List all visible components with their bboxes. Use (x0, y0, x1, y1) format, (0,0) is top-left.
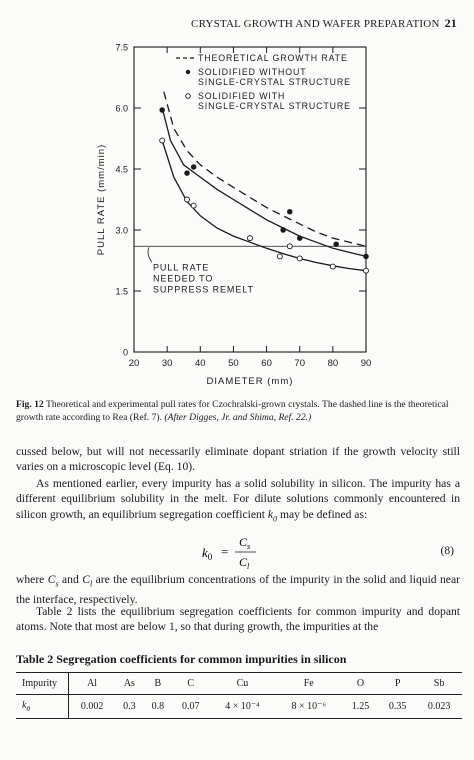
paragraph-table-intro: Table 2 lists the equilibrium segregation coefficients for common impurity and dopant atoms. Note that most are below 1, so that during growth, the impurities at the (16, 605, 460, 634)
open-data-point (330, 264, 335, 269)
y-tick-label: 6.0 (115, 103, 128, 114)
running-title: CRYSTAL GROWTH AND WAFER PREPARATION (191, 18, 440, 30)
paragraph-solubility: As mentioned earlier, every impurity has a solid solubility in silicon. The impurity has a different equilibrium solubility in the melt. For dilute solutions commonly encountered in silicon growth, an equilibrium segregation coefficient $k_0$ may be defined as: (16, 477, 460, 524)
table-cell: 0.023 (416, 695, 462, 719)
remelt-annotation-line: SUPPRESS REMELT (153, 284, 254, 295)
y-tick-label: 1.5 (115, 286, 128, 297)
without-crystal-curve (162, 108, 366, 256)
math-symbol: $k_0$ (267, 507, 278, 524)
x-tick-label: 70 (294, 358, 306, 369)
table-cell: 0.07 (172, 695, 209, 719)
y-axis-label: PULL RATE (mm/min) (96, 143, 107, 256)
eq-equals: = (221, 544, 229, 559)
legend-label: THEORETICAL GROWTH RATE (198, 53, 348, 63)
open-data-point (185, 197, 190, 202)
paragraph-definition: where $C_s$ and $C_l$ are the equilibrium concentrations of the impurity in the solid and liquid near the interface, respectively. (16, 573, 460, 606)
table-cell: 4 × 10⁻⁴ (209, 695, 275, 719)
remelt-annotation-line: PULL RATE (153, 262, 210, 273)
math-symbol: $C_s$ (47, 573, 59, 589)
open-data-point (248, 236, 253, 241)
x-tick-label: 90 (360, 358, 372, 369)
equation-graphic (0, 532, 474, 572)
table-cell: 0.35 (379, 695, 416, 719)
y-tick-label: 0 (122, 347, 128, 358)
x-tick-label: 80 (327, 358, 339, 369)
eq-k0: $k_0$ (202, 545, 213, 562)
eq-cs: $C_s$ (239, 535, 251, 551)
y-tick-label: 3.0 (115, 225, 128, 236)
open-data-point (191, 203, 196, 208)
table-cell: 1.25 (342, 695, 379, 719)
filled-data-point (160, 108, 165, 113)
filled-data-point (334, 242, 339, 247)
table-cell: 0.002 (69, 695, 116, 719)
filled-data-point (287, 209, 292, 214)
annotation-leader (148, 247, 152, 262)
open-data-point (364, 268, 369, 273)
table-header-cell: C (172, 673, 209, 695)
open-data-point (287, 244, 292, 249)
open-data-point (277, 254, 282, 259)
legend-label: SINGLE-CRYSTAL STRUCTURE (198, 77, 351, 87)
table-row (16, 695, 462, 719)
caption-text: Theoretical and experimental pull rates for Czochralski-grown crystals. The dashed line is the theoretical growth rate according to Rea (Ref. 7). (16, 399, 449, 423)
x-tick-label: 20 (128, 358, 140, 369)
caption-reference: (After Digges, Jr. and Shima, Ref. 22.) (164, 412, 312, 423)
filled-data-point (185, 171, 190, 176)
remelt-annotation-line: NEEDED TO (153, 273, 214, 284)
table-cell: 0.8 (144, 695, 173, 719)
math-symbol: $C_l$ (82, 573, 93, 589)
caption-label: Fig. 12 (16, 399, 44, 410)
table-header-cell: As (115, 673, 144, 695)
legend-label: SOLIDIFIED WITHOUT (198, 67, 307, 77)
x-tick-label: 30 (161, 358, 173, 369)
equation-8 (0, 532, 474, 572)
table-header-cell: Cu (209, 673, 275, 695)
table-header-cell: Al (69, 673, 116, 695)
equation-number: (8) (440, 544, 454, 557)
table-row-label: $k_0$ (16, 695, 69, 719)
filled-data-point (281, 228, 286, 233)
legend-filled-dot (186, 70, 190, 74)
x-axis-label: DIAMETER (mm) (206, 376, 294, 387)
open-data-point (297, 256, 302, 261)
table-header-cell: Sb (416, 673, 462, 695)
x-tick-label: 40 (194, 358, 206, 369)
filled-data-point (191, 165, 196, 170)
y-tick-label: 4.5 (115, 164, 128, 175)
x-tick-label: 60 (261, 358, 272, 369)
table-header-cell: Fe (276, 673, 342, 695)
page-number: 21 (444, 16, 457, 30)
table-header-cell: P (379, 673, 416, 695)
table-cell: 8 × 10⁻⁶ (276, 695, 342, 719)
table-header-impurity: Impurity (16, 673, 69, 695)
paragraph-continued: cussed below, but will not necessarily eliminate dopant striation if the growth velocity still varies on a microscopic level (Eq. 10). (16, 445, 460, 474)
filled-data-point (297, 236, 302, 241)
table-cell: 0.3 (115, 695, 144, 719)
y-tick-label: 7.5 (115, 42, 128, 53)
x-tick-label: 50 (228, 358, 239, 369)
table-header-cell: O (342, 673, 379, 695)
open-data-point (160, 138, 165, 143)
segregation-table (16, 672, 462, 719)
filled-data-point (364, 254, 369, 259)
table-header-cell: B (144, 673, 173, 695)
table-title: Table 2 Segregation coefficients for common impurities in silicon (16, 652, 347, 666)
legend-label: SOLIDIFIED WITH (198, 91, 286, 101)
figure-caption (16, 398, 460, 424)
legend-label: SINGLE-CRYSTAL STRUCTURE (198, 101, 351, 111)
eq-cl: $C_l$ (239, 555, 250, 571)
table-header-row (16, 673, 462, 695)
legend-open-dot (186, 94, 191, 99)
